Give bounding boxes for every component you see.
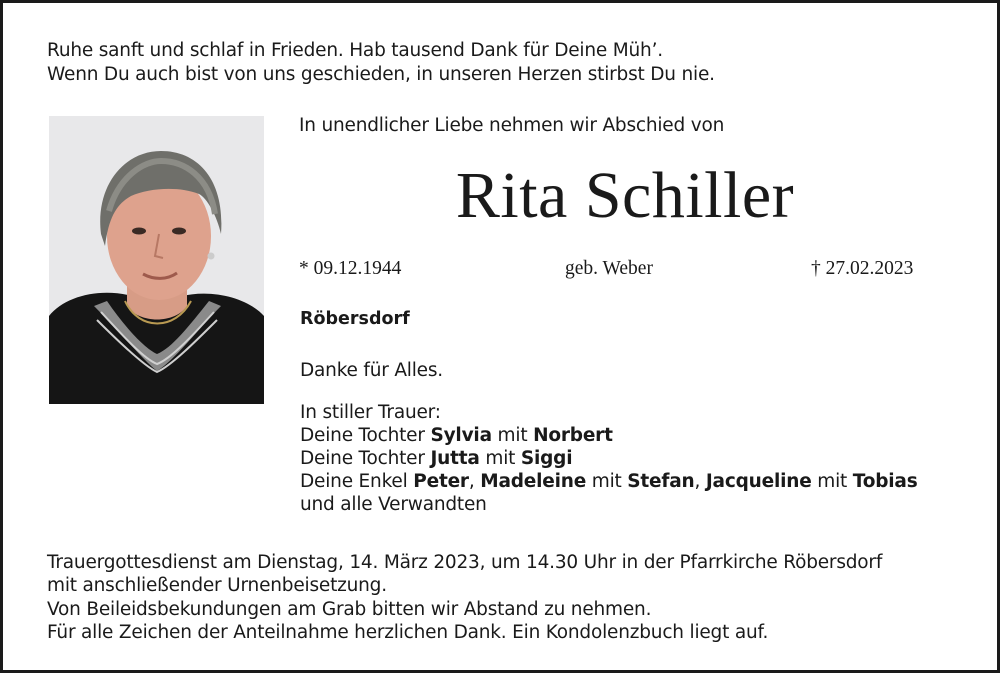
mourner-text: mit [491,425,534,446]
portrait-photo [49,116,264,404]
hometown: Röbersdorf [300,309,410,329]
mourner-line-3 [300,470,918,493]
mourner-text: , [694,471,706,492]
mourner-text: mit [479,448,521,469]
mourner-line-2 [300,447,918,470]
mourner-name: Stefan [627,471,695,492]
mourner-name: Sylvia [430,425,492,446]
mourner-name: Madeleine [480,471,587,492]
service-information [47,551,882,644]
maiden-name: geb. Weber [565,258,653,279]
verse-line-2: Wenn Du auch bist von uns geschieden, in unseren Herzen stirbst Du nie. [47,64,715,85]
death-date: † 27.02.2023 [811,258,914,279]
service-line-3: Von Beileidsbekundungen am Grab bitten wir Abstand zu nehmen. [47,598,652,620]
mourner-line-4: und alle Verwandten [300,494,487,515]
mourner-name: Siggi [520,448,573,469]
portrait-image [49,116,264,404]
service-line-1: Trauergottesdienst am Dienstag, 14. März 2023, um 14.30 Uhr in der Pfarrkirche Röbersdorf [47,552,883,573]
mourners-heading: In stiller Trauer: [300,402,441,423]
mourner-name: Norbert [533,425,613,446]
mourner-text: Deine Enkel [300,471,414,492]
verse-line-1: Ruhe sanft und schlaf in Frieden. Hab tausend Dank für Deine Müh’. [47,40,663,61]
service-line-2: mit anschließender Urnenbeisetzung. [47,575,387,597]
mourner-line-1 [300,424,918,447]
memorial-verse [47,39,715,87]
mourners-list [300,401,918,516]
deceased-name: Rita Schiller [455,159,795,232]
mourner-text: mit [586,471,628,492]
mourner-name: Jacqueline [705,471,812,492]
mourner-name: Jutta [430,448,480,469]
mourner-name: Tobias [852,471,918,492]
birth-date: * 09.12.1944 [299,258,402,279]
mourner-text: , [468,471,481,492]
mourner-name: Peter [413,471,469,492]
service-line-4: Für alle Zeichen der Anteilnahme herzlichen Dank. Ein Kondolenzbuch liegt auf. [47,621,769,643]
thanks-line: Danke für Alles. [300,360,443,381]
farewell-intro: In unendlicher Liebe nehmen wir Abschied von [299,115,725,136]
mourner-text: mit [811,471,853,492]
mourner-text: Deine Tochter [300,448,431,469]
mourner-text: Deine Tochter [300,425,431,446]
